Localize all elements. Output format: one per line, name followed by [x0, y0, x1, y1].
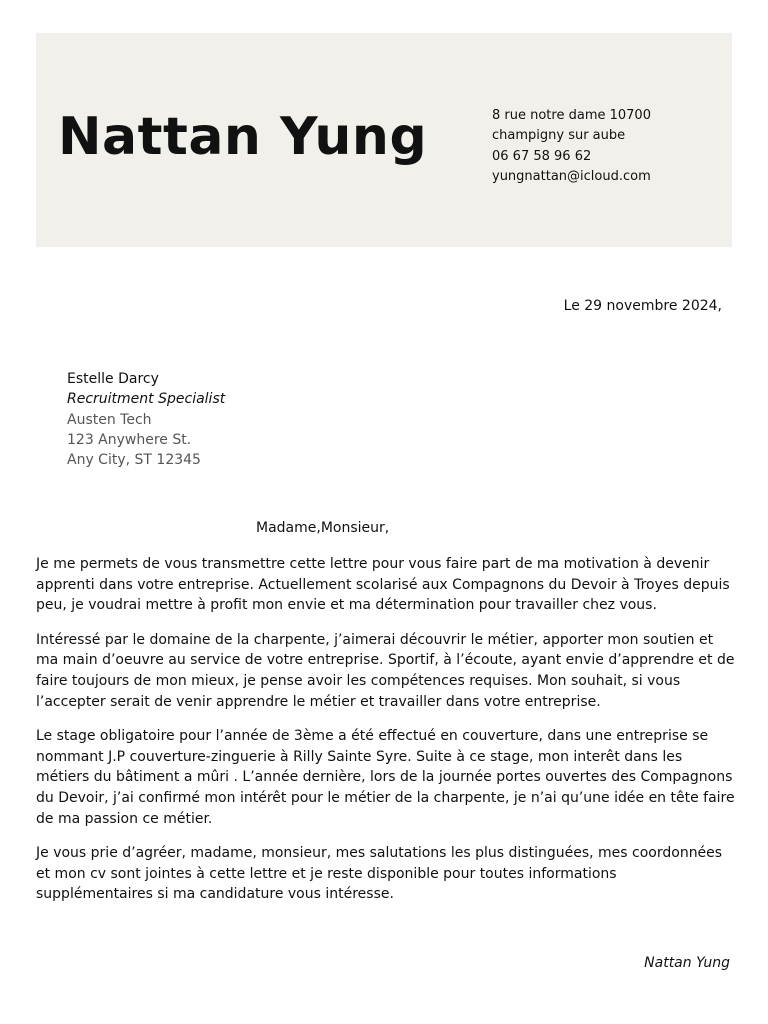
recipient-city: Any City, ST 12345 — [67, 452, 201, 469]
recipient-block — [67, 369, 225, 470]
body-paragraph: Intéressé par le domaine de la charpente, j’aimerai découvrir le métier, apporter mon soutien et ma main d’oeuvre au service de votre entreprise. Sportif, à l’écoute, ayant envie d’apprendre et de faire toujours de mon mieux, je pense avoir les compétences requises. Mon souhait, si vous l’accepter serait de venir apprendre le métier et travailler dans votre entreprise. — [36, 631, 735, 710]
body-paragraph: Le stage obligatoire pour l’année de 3ème a été effectué en couverture, dans une entreprise se nommant J.P couverture-zinguerie à Rilly Sainte Syre. Suite à ce stage, mon interêt dans les métiers du bâtiment a mûri . L’année dernière, lors de la journée portes ouvertes des Compagnons du Devoir, j’ai confirmé mon intérêt pour le métier de la charpente, je n’ai qu’une idée en tête faire de ma passion ce métier. — [36, 728, 735, 827]
salutation: Madame,Monsieur, — [256, 520, 390, 536]
body-paragraph: Je vous prie d’agréer, madame, monsieur, mes salutations les plus distinguées, mes coordonnées et mon cv sont jointes à cette lettre et je reste disponible pour toutes informations supplémentaires si ma candidature vous intéresse. — [36, 845, 723, 903]
recipient-name: Estelle Darcy — [67, 371, 159, 387]
sender-contact — [492, 106, 651, 187]
letter-body — [36, 554, 736, 919]
recipient-title: Recruitment Specialist — [67, 391, 226, 408]
signature: Nattan Yung — [644, 955, 730, 971]
body-paragraph: Je me permets de vous transmettre cette lettre pour vous faire part de ma motivation à devenir apprenti dans votre entreprise. Actuellement scolarisé aux Compagnons du Devoir à Troyes depuis peu, je voudrai mettre à profit mon envie et ma détermination pour travailler chez vous. — [36, 556, 730, 614]
letter-header — [36, 33, 732, 247]
sender-name: Nattan Yung — [58, 107, 428, 167]
recipient-company: Austen Tech — [67, 411, 152, 428]
sender-address-street: 8 rue notre dame 10700 — [492, 108, 651, 123]
sender-address-city: champigny sur aube — [492, 128, 626, 144]
recipient-street: 123 Anywhere St. — [67, 431, 192, 448]
sender-email: yungnattan@icloud.com — [492, 168, 651, 184]
letter-date: Le 29 novembre 2024, — [563, 298, 722, 314]
sender-phone: 06 67 58 96 62 — [492, 148, 592, 164]
